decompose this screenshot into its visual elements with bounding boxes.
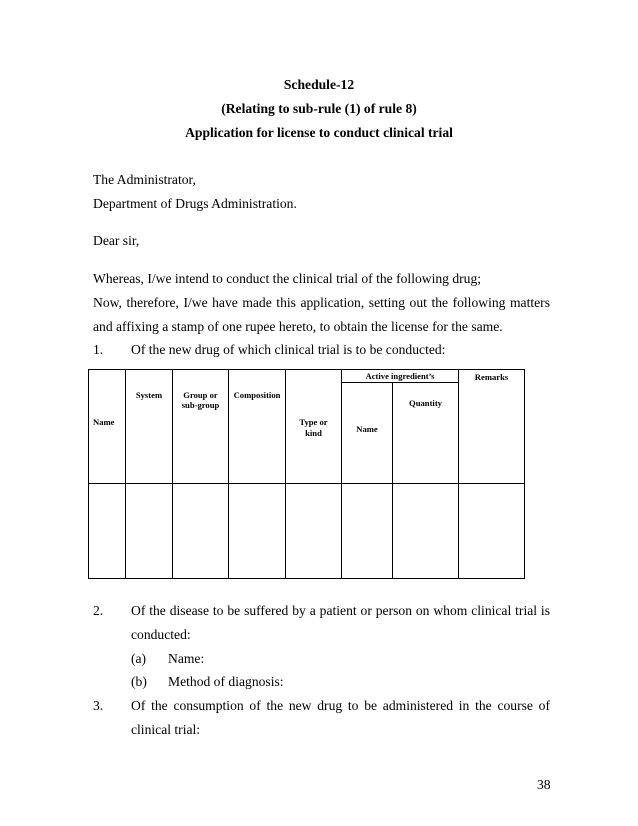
header-remarks: Remarks	[474, 372, 509, 382]
now-therefore-line-1: Now, therefore, I/we have made this application, setting out the following matters	[93, 295, 550, 310]
item-3-number: 3.	[93, 698, 104, 713]
rule-reference: (Relating to sub-rule (1) of rule 8)	[221, 101, 417, 116]
header-remarks-cell	[459, 370, 525, 484]
item-2b-label: (b)	[131, 674, 147, 689]
header-type-line-2: kind	[305, 428, 322, 438]
now-therefore-line-2: and affixing a stamp of one rupee hereto, to obtain the license for the same.	[93, 319, 503, 334]
header-quantity-cell	[393, 383, 459, 484]
header-name: Name	[93, 417, 115, 427]
addressee-line-1: The Administrator,	[93, 172, 196, 187]
item-2a-label: (a)	[131, 651, 147, 666]
header-type-cell	[286, 370, 342, 484]
header-active-ingredients: Active ingredient’s	[342, 370, 459, 383]
entry-type-cell[interactable]	[286, 484, 342, 579]
header-group-line-1: Group or	[183, 390, 218, 400]
item-3-text-line-1: Of the consumption of the new drug to be administered in the course of	[131, 698, 550, 713]
addressee-line-2: Department of Drugs Administration.	[93, 196, 297, 211]
item-1-text: Of the new drug of which clinical trial is to be conducted:	[131, 342, 446, 357]
header-type-line-1: Type or	[299, 417, 328, 427]
item-3-text-line-2: clinical trial:	[131, 722, 201, 737]
item-2-text-line-1: Of the disease to be suffered by a patient or person on whom clinical trial is	[131, 603, 550, 618]
header-group-line-2: sub-group	[181, 400, 220, 410]
entry-ingredient-name-cell[interactable]	[342, 484, 393, 579]
item-2-number: 2.	[93, 603, 104, 618]
header-name-cell	[89, 370, 126, 484]
entry-group-cell[interactable]	[173, 484, 229, 579]
header-system: System	[135, 390, 163, 400]
header-ingredient-name: Name	[356, 424, 378, 434]
header-system-cell	[126, 370, 173, 484]
header-composition-cell	[229, 370, 286, 484]
application-title: Application for license to conduct clinical trial	[185, 125, 453, 140]
salutation: Dear sir,	[93, 233, 140, 248]
entry-name-cell[interactable]	[89, 484, 126, 579]
entry-system-cell[interactable]	[126, 484, 173, 579]
entry-quantity-cell[interactable]	[393, 484, 459, 579]
header-composition: Composition	[233, 390, 281, 400]
item-1-number: 1.	[93, 342, 104, 357]
drug-details-table	[88, 369, 525, 579]
schedule-heading: Schedule-12	[283, 77, 355, 92]
whereas-paragraph: Whereas, I/we intend to conduct the clinical trial of the following drug;	[93, 271, 482, 286]
item-2-text-line-2: conducted:	[131, 627, 191, 642]
header-quantity: Quantity	[409, 398, 442, 408]
page-number: 38	[537, 777, 551, 792]
header-group-cell	[173, 370, 229, 484]
header-ingredient-name-cell	[342, 383, 393, 484]
item-2a-text: Name:	[168, 651, 205, 666]
entry-remarks-cell[interactable]	[459, 484, 525, 579]
item-2b-text: Method of diagnosis:	[168, 674, 284, 689]
entry-composition-cell[interactable]	[229, 484, 286, 579]
